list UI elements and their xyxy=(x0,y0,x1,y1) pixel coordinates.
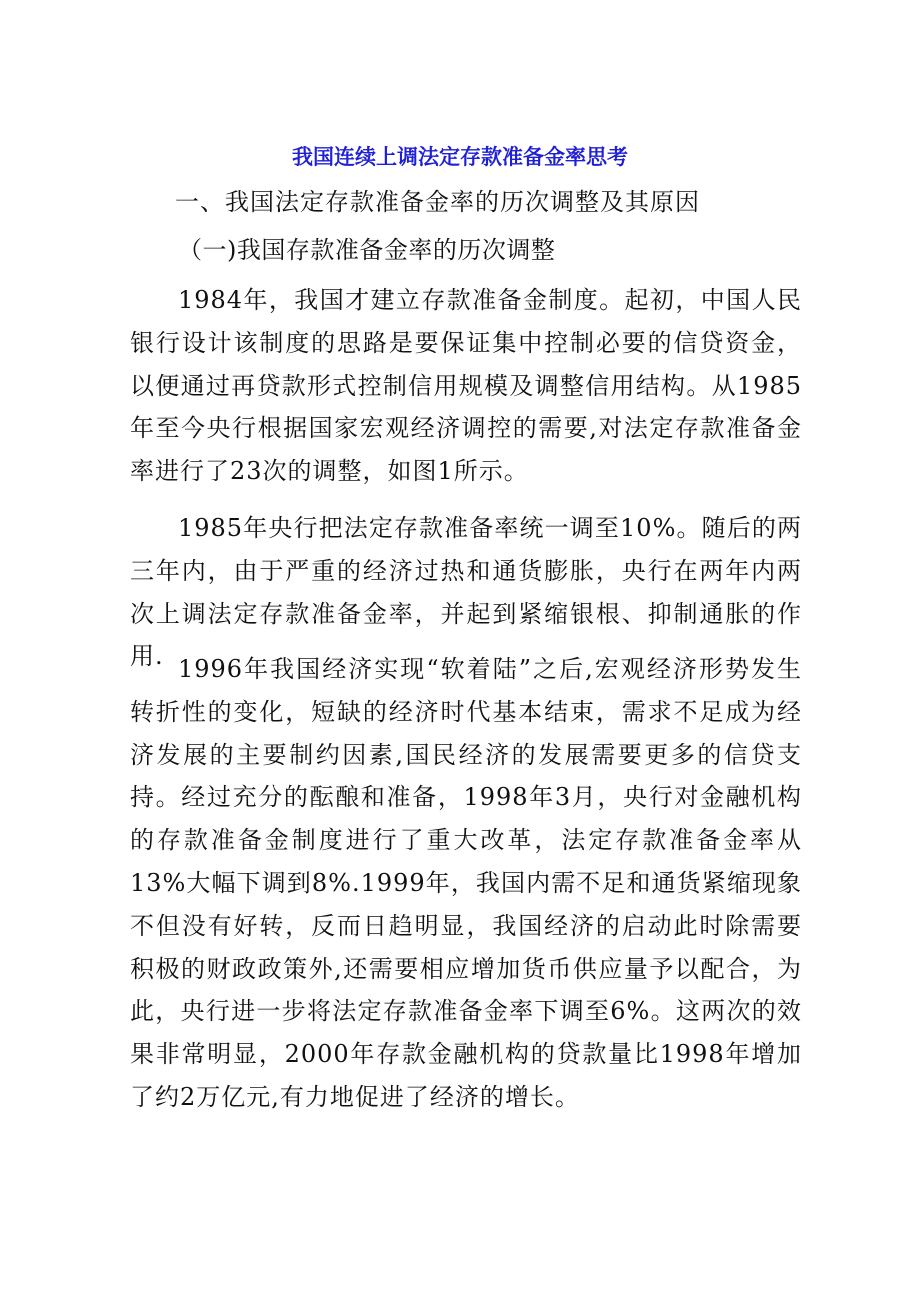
subsection-heading: （一)我国存款准备金率的历次调整 xyxy=(178,236,556,264)
paragraph-1985-adjustment: 1985年央行把法定存款准备率统一调至10%。随后的两三年内，由于严重的经济过热和通货膨胀，央行在两年内两次上调法定存款准备金率，并起到紧缩银根、抑制通胀的作用. xyxy=(130,514,802,671)
section-heading: 一、我国法定存款准备金率的历次调整及其原因 xyxy=(175,188,700,216)
paragraph-1984-reserve-system: 1984年，我国才建立存款准备金制度。起初，中国人民银行设计该制度的思路是要保证集中控制必要的信贷资金，以便通过再贷款形式控制信用规模及调整信用结构。从1985年至今央行根据国家宏观经济调控的需要,对法定存款准备金率进行了23次的调整，如图1所示。 xyxy=(130,286,802,486)
paragraph-1996-soft-landing: 1996年我国经济实现“软着陆”之后,宏观经济形势发生转折性的变化，短缺的经济时代基本结束，需求不足成为经济发展的主要制约因素,国民经济的发展需要更多的信贷支持。经过充分的酝酿和准备，1998年3月，央行对金融机构的存款准备金制度进行了重大改革，法定存款准备金率从13%大幅下调到8%.1999年，我国内需不足和通货紧缩现象不但没有好转，反而日趋明显，我国经济的启动此时除需要积极的财政政策外,还需要相应增加货币供应量予以配合，为此，央行进一步将法定存款准备金率下调至6%。这两次的效果非常明显，2000年存款金融机构的贷款量比1998年增加了约2万亿元,有力地促进了经济的增长。 xyxy=(130,655,802,1111)
document-title: 我国连续上调法定存款准备金率思考 xyxy=(292,145,628,169)
